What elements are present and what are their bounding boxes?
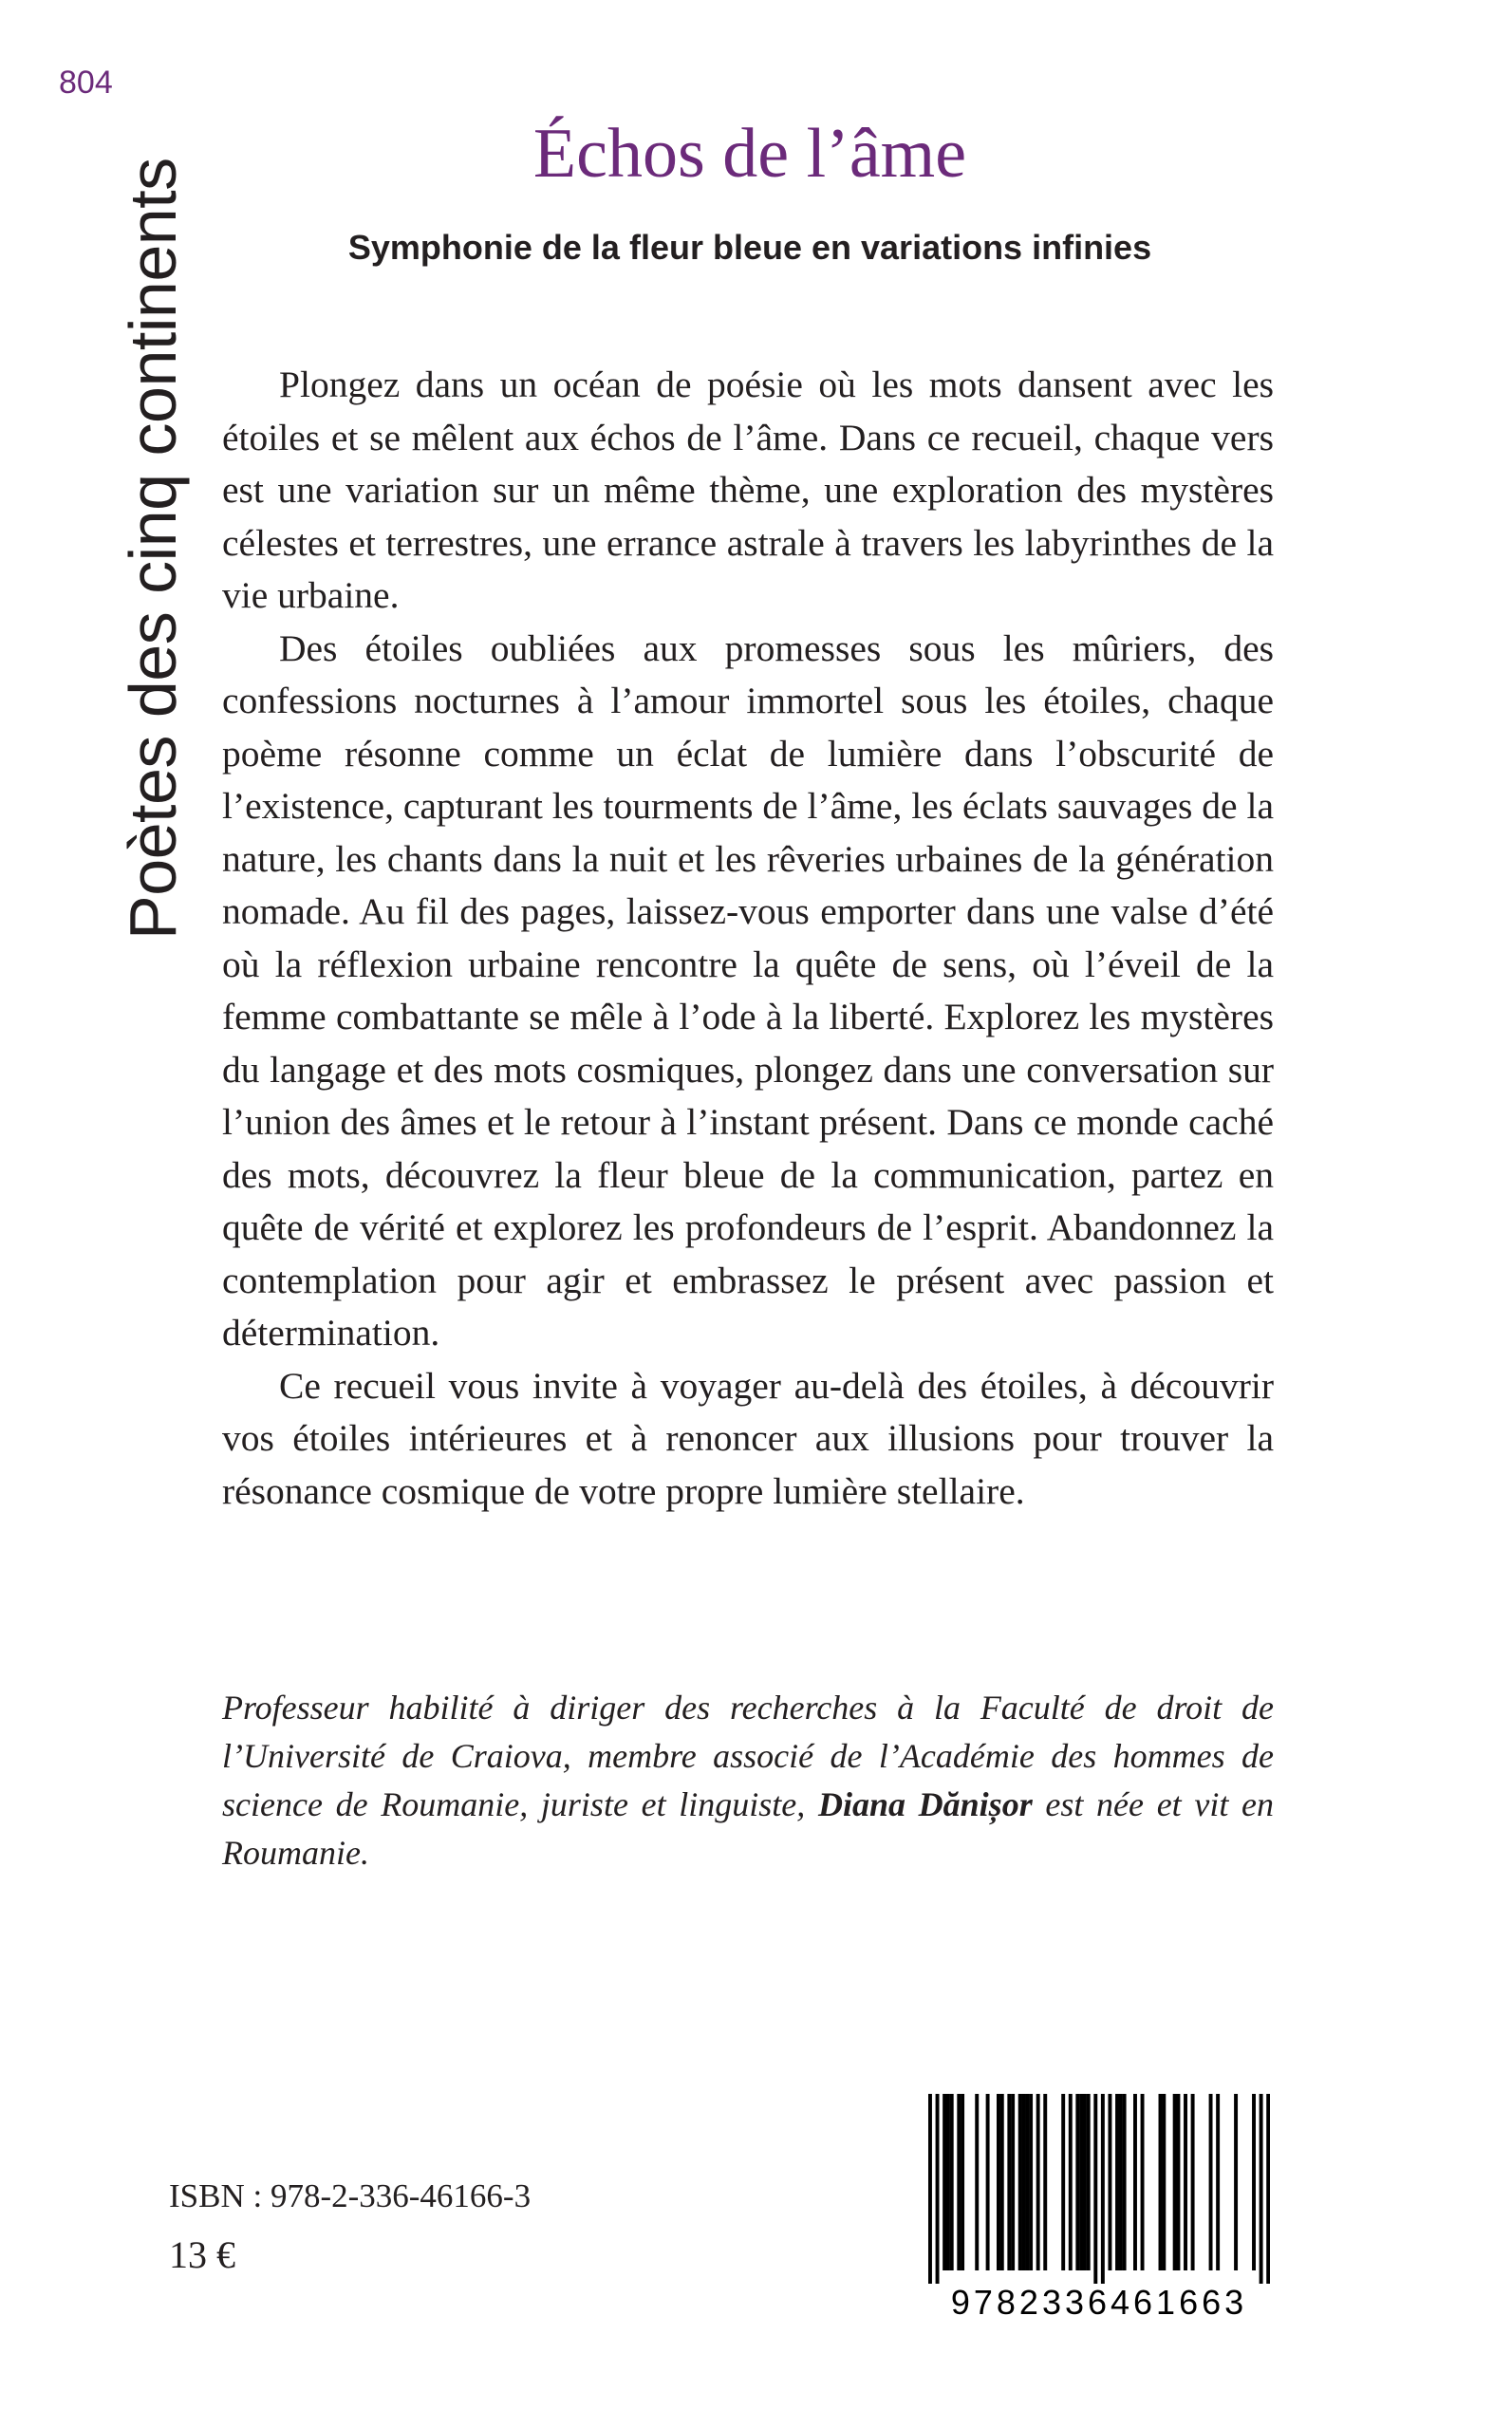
barcode-bar bbox=[943, 2094, 946, 2270]
barcode-bar bbox=[1087, 2094, 1091, 2270]
barcode-bar bbox=[961, 2094, 964, 2270]
barcode-bar bbox=[1075, 2094, 1079, 2270]
barcode-bar bbox=[1162, 2094, 1166, 2270]
book-subtitle: Symphonie de la fleur bleue en variations infinies bbox=[347, 228, 1152, 267]
barcode-bar bbox=[975, 2094, 979, 2270]
barcode-bar bbox=[1101, 2094, 1105, 2284]
barcode-bar bbox=[1018, 2094, 1022, 2270]
barcode-bar bbox=[986, 2094, 990, 2270]
barcode-bar bbox=[1036, 2094, 1040, 2270]
barcode-bar bbox=[1079, 2094, 1083, 2270]
barcode-bar bbox=[1266, 2094, 1270, 2284]
barcode-bar bbox=[1209, 2094, 1213, 2270]
barcode-bar bbox=[1191, 2094, 1195, 2270]
book-title: Échos de l’âme bbox=[532, 115, 967, 193]
barcode bbox=[928, 2094, 1270, 2322]
barcode-bar bbox=[1025, 2094, 1029, 2270]
author-bio-text: Professeur habilité à diriger des recherches à la Faculté de droit de l’Université de Craiova, membre associé de l’Académie des hommes de science de Roumanie, juriste et linguiste, bbox=[222, 1689, 1274, 1823]
barcode-bar bbox=[1022, 2094, 1026, 2270]
barcode-bars bbox=[928, 2094, 1270, 2284]
barcode-bar bbox=[946, 2094, 950, 2270]
barcode-bar bbox=[1007, 2094, 1011, 2270]
barcode-bar bbox=[1252, 2094, 1256, 2270]
barcode-bar bbox=[1011, 2094, 1015, 2270]
barcode-bar bbox=[928, 2094, 932, 2284]
barcode-bar bbox=[1234, 2094, 1238, 2270]
barcode-bar bbox=[1173, 2094, 1177, 2270]
barcode-bar bbox=[957, 2094, 961, 2270]
series-number: 804 bbox=[59, 65, 113, 101]
blurb-paragraph: Des étoiles oubliées aux promesses sous les mûriers, des confessions nocturnes à l’amour immortel sous les étoiles, chaque poème résonne comme un éclat de lumière dans l’obscurité de l’existence, capturant les tourments de l’âme, les éclats sauvages de la nature, les chants dans la nuit et les rêveries urbaines de la génération nomade. Au fil des pages, laissez-vous emporter dans une valse d’été où la réflexion urbaine rencontre la quête de sens, où l’éveil de la femme combattante se mêle à l’ode à la liberté. Explorez les mystères du langage et des mots cosmiques, plongez dans une conversation sur l’union des âmes et le retour à l’instant présent. Dans ce monde caché des mots, découvrez la fleur bleue de la communication, partez en quête de vérité et explorez les profondeurs de l’esprit. Abandonnez la contemplation pour agir et embrassez le présent avec passion et détermination. bbox=[222, 626, 1274, 1354]
barcode-bar bbox=[1159, 2094, 1163, 2270]
author-name: Diana Dănișor bbox=[817, 1785, 1033, 1823]
barcode-bar bbox=[1123, 2094, 1127, 2270]
barcode-bar bbox=[1133, 2094, 1137, 2270]
barcode-bar bbox=[1119, 2094, 1123, 2270]
barcode-bar bbox=[1176, 2094, 1180, 2270]
back-cover-blurb bbox=[222, 359, 1274, 1518]
barcode-digits: 9782336461663 bbox=[950, 2283, 1248, 2322]
barcode-bar bbox=[997, 2094, 1000, 2270]
series-name: Poètes des cinq continents bbox=[116, 158, 190, 940]
barcode-bar bbox=[1115, 2094, 1119, 2270]
barcode-bar bbox=[1000, 2094, 1004, 2270]
barcode-bar bbox=[1108, 2094, 1111, 2270]
blurb-paragraph: Plongez dans un océan de poésie où les mots dansent avec les étoiles et se mêlent aux échos de l’âme. Dans ce recueil, chaque vers est une variation sur un même thème, une exploration des mystères célestes et terrestres, une errance astrale à travers les labyrinthes de la vie urbaine. bbox=[222, 364, 1274, 616]
author-bio bbox=[222, 1684, 1274, 1877]
barcode-bar bbox=[1043, 2094, 1047, 2270]
blurb-paragraph: Ce recueil vous invite à voyager au-delà des étoiles, à découvrir vos étoiles intérieures et à renoncer aux illusions pour trouver la résonance cosmique de votre propre lumière stellaire. bbox=[222, 1364, 1274, 1512]
barcode-bar bbox=[1061, 2094, 1065, 2270]
barcode-bar bbox=[1141, 2094, 1145, 2270]
barcode-bar bbox=[1184, 2094, 1187, 2270]
barcode-bar bbox=[1069, 2094, 1073, 2270]
barcode-bar bbox=[1216, 2094, 1220, 2270]
barcode-bar bbox=[950, 2094, 954, 2270]
isbn: ISBN : 978-2-336-46166-3 bbox=[169, 2177, 532, 2214]
barcode-bar bbox=[1029, 2094, 1033, 2270]
barcode-bar bbox=[936, 2094, 940, 2284]
price: 13 € bbox=[169, 2233, 235, 2276]
barcode-bar bbox=[1260, 2094, 1263, 2284]
author-bio-text-end: est née et vit en Roumanie. bbox=[222, 1785, 1275, 1872]
barcode-bar bbox=[1083, 2094, 1087, 2270]
barcode-bar bbox=[1093, 2094, 1097, 2284]
